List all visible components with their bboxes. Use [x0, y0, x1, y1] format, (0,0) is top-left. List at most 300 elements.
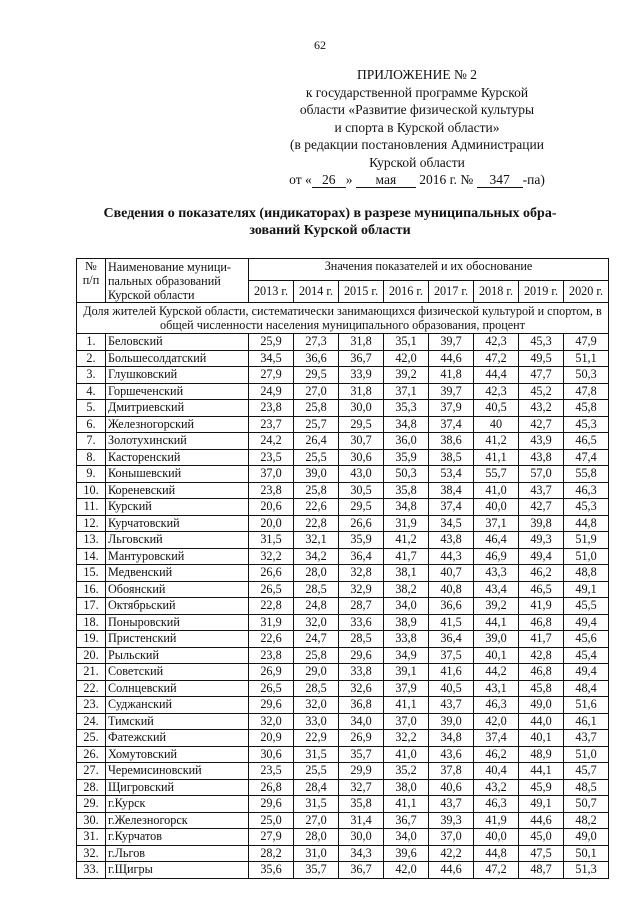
indicator-value: 38,9: [384, 614, 429, 631]
indicator-value: 39,6: [384, 845, 429, 862]
indicator-value: 27,0: [294, 383, 339, 400]
indicator-value: 39,3: [429, 812, 474, 829]
indicator-value: 51,0: [564, 746, 609, 763]
indicator-value: 49,0: [564, 829, 609, 846]
indicator-value: 31,5: [294, 796, 339, 813]
row-number: 10.: [77, 482, 106, 499]
indicator-value: 50,1: [564, 845, 609, 862]
table-row: [77, 829, 609, 846]
date-number: 347: [477, 173, 523, 188]
indicator-value: 43,2: [474, 779, 519, 796]
indicator-value: 31,4: [339, 812, 384, 829]
indicator-value: 47,7: [519, 367, 564, 384]
row-number: 13.: [77, 532, 106, 549]
indicator-value: 35,9: [384, 449, 429, 466]
table-row: [77, 862, 609, 879]
row-number: 29.: [77, 796, 106, 813]
indicator-value: 46,8: [519, 614, 564, 631]
indicator-value: 43,8: [519, 449, 564, 466]
indicator-value: 40,7: [429, 565, 474, 582]
indicator-value: 27,3: [294, 334, 339, 351]
municipality-name: Конышевский: [106, 466, 249, 483]
indicator-value: 26,5: [249, 581, 294, 598]
indicator-value: 37,4: [429, 499, 474, 516]
indicator-value: 50,7: [564, 796, 609, 813]
row-number: 19.: [77, 631, 106, 648]
year-header: 2016 г.: [384, 281, 429, 303]
municipality-name: Суджанский: [106, 697, 249, 714]
indicator-value: 44,4: [474, 367, 519, 384]
table-row: [77, 350, 609, 367]
row-number: 11.: [77, 499, 106, 516]
indicator-value: 41,0: [384, 746, 429, 763]
municipality-name: Щигровский: [106, 779, 249, 796]
indicator-value: 31,5: [249, 532, 294, 549]
row-number: 4.: [77, 383, 106, 400]
appendix-line: и спорта в Курской области»: [334, 119, 500, 135]
indicator-value: 42,2: [429, 845, 474, 862]
appendix-line: Курской области: [369, 154, 465, 170]
table-row: [77, 664, 609, 681]
indicator-value: 45,3: [564, 416, 609, 433]
indicator-value: 34,0: [339, 713, 384, 730]
appendix-line: области «Развитие физической культуры: [299, 102, 535, 117]
indicator-value: 26,6: [249, 565, 294, 582]
indicator-value: 35,1: [384, 334, 429, 351]
indicator-value: 35,2: [384, 763, 429, 780]
indicator-value: 39,0: [474, 631, 519, 648]
indicator-value: 37,4: [429, 416, 474, 433]
indicator-value: 29,5: [294, 367, 339, 384]
table-row: [77, 697, 609, 714]
indicator-value: 22,9: [294, 730, 339, 747]
indicator-value: 25,7: [294, 416, 339, 433]
municipality-name: Пристенский: [106, 631, 249, 648]
indicator-value: 42,0: [384, 862, 429, 879]
indicator-value: 26,5: [249, 680, 294, 697]
table-row: [77, 581, 609, 598]
indicators-table: [76, 258, 609, 879]
indicator-value: 45,2: [519, 383, 564, 400]
indicator-value: 42,7: [519, 499, 564, 516]
indicator-value: 32,0: [249, 713, 294, 730]
indicator-value: 30,6: [339, 449, 384, 466]
indicator-value: 35,9: [339, 532, 384, 549]
indicator-value: 27,9: [249, 367, 294, 384]
indicator-value: 32,0: [294, 614, 339, 631]
year-header: 2013 г.: [249, 281, 294, 303]
table-row: [77, 796, 609, 813]
indicator-value: 35,7: [339, 746, 384, 763]
row-number: 20.: [77, 647, 106, 664]
indicator-value: 57,0: [519, 466, 564, 483]
indicator-value: 44,6: [429, 862, 474, 879]
indicator-value: 34,8: [384, 499, 429, 516]
indicator-value: 47,5: [519, 845, 564, 862]
indicator-value: 35,8: [339, 796, 384, 813]
indicator-value: 41,8: [429, 367, 474, 384]
indicator-value: 46,2: [519, 565, 564, 582]
indicator-value: 36,7: [339, 862, 384, 879]
indicator-value: 43,7: [429, 796, 474, 813]
date-prefix: от «: [289, 172, 312, 187]
indicator-value: 31,8: [339, 334, 384, 351]
indicator-value: 37,9: [384, 680, 429, 697]
indicator-value: 30,5: [339, 482, 384, 499]
indicator-value: 45,4: [564, 647, 609, 664]
indicator-value: 34,8: [429, 730, 474, 747]
municipality-name: Горшеченский: [106, 383, 249, 400]
table-row: [77, 433, 609, 450]
row-number: 15.: [77, 565, 106, 582]
indicator-value: 47,4: [564, 449, 609, 466]
indicator-value: 44,3: [429, 548, 474, 565]
indicator-value: 45,8: [564, 400, 609, 417]
indicator-value: 27,9: [249, 829, 294, 846]
indicator-value: 32,6: [339, 680, 384, 697]
indicator-value: 31,0: [294, 845, 339, 862]
year-header: 2015 г.: [339, 281, 384, 303]
row-number: 3.: [77, 367, 106, 384]
municipality-name: Касторенский: [106, 449, 249, 466]
indicator-value: 44,8: [474, 845, 519, 862]
indicator-value: 34,2: [294, 548, 339, 565]
indicator-value: 46,5: [519, 581, 564, 598]
indicator-value: 34,5: [249, 350, 294, 367]
indicator-value: 26,8: [249, 779, 294, 796]
indicator-value: 32,2: [249, 548, 294, 565]
indicator-value: 44,6: [519, 812, 564, 829]
municipality-name: Курчатовский: [106, 515, 249, 532]
indicator-value: 50,3: [564, 367, 609, 384]
indicator-value: 49,4: [519, 548, 564, 565]
indicator-value: 44,2: [474, 664, 519, 681]
indicator-value: 33,6: [339, 614, 384, 631]
table-row: [77, 466, 609, 483]
indicator-value: 49,3: [519, 532, 564, 549]
appendix-line: к государственной программе Курской: [305, 84, 529, 100]
indicator-value: 30,0: [339, 400, 384, 417]
indicator-value: 41,5: [429, 614, 474, 631]
indicator-value: 24,8: [294, 598, 339, 615]
indicator-value: 48,2: [564, 812, 609, 829]
row-number: 23.: [77, 697, 106, 714]
row-number: 18.: [77, 614, 106, 631]
municipality-name: Поныровский: [106, 614, 249, 631]
table-row: [77, 680, 609, 697]
municipality-name: Мантуровский: [106, 548, 249, 565]
indicator-value: 38,5: [429, 449, 474, 466]
indicator-value: 33,0: [294, 713, 339, 730]
table-row: [77, 812, 609, 829]
indicator-value: 33,8: [339, 664, 384, 681]
indicator-value: 45,3: [519, 334, 564, 351]
date-suffix: -па): [522, 172, 545, 187]
heading-line: зований Курской области: [249, 223, 411, 238]
row-number: 2.: [77, 350, 106, 367]
indicator-value: 32,9: [339, 581, 384, 598]
indicator-value: 39,2: [474, 598, 519, 615]
indicator-value: 43,9: [519, 433, 564, 450]
municipality-name: Октябрьский: [106, 598, 249, 615]
indicator-value: 41,6: [429, 664, 474, 681]
indicator-value: 29,0: [294, 664, 339, 681]
indicator-value: 42,0: [474, 713, 519, 730]
table-row: [77, 499, 609, 516]
indicator-value: 23,8: [249, 482, 294, 499]
indicator-value: 44,1: [474, 614, 519, 631]
table-row: [77, 367, 609, 384]
indicator-value: 46,2: [474, 746, 519, 763]
indicator-value: 55,8: [564, 466, 609, 483]
municipality-name: г.Льгов: [106, 845, 249, 862]
indicator-value: 20,0: [249, 515, 294, 532]
indicator-value: 43,3: [474, 565, 519, 582]
indicator-value: 43,0: [339, 466, 384, 483]
indicator-value: 27,0: [294, 812, 339, 829]
indicator-value: 48,5: [564, 779, 609, 796]
indicator-value: 41,1: [474, 449, 519, 466]
date-day: 26: [312, 173, 346, 188]
row-number: 31.: [77, 829, 106, 846]
indicator-value: 37,8: [429, 763, 474, 780]
indicator-value: 28,0: [294, 829, 339, 846]
indicator-value: 36,8: [339, 697, 384, 714]
municipality-name: г.Курчатов: [106, 829, 249, 846]
group-row: [77, 303, 609, 334]
indicator-value: 38,0: [384, 779, 429, 796]
table-row: [77, 614, 609, 631]
indicator-value: 51,0: [564, 548, 609, 565]
indicator-value: 32,2: [384, 730, 429, 747]
indicator-value: 25,5: [294, 763, 339, 780]
row-number: 27.: [77, 763, 106, 780]
indicator-value: 48,9: [519, 746, 564, 763]
municipality-name: Солнцевский: [106, 680, 249, 697]
table-row: [77, 416, 609, 433]
indicator-value: 41,2: [474, 433, 519, 450]
indicator-value: 37,1: [384, 383, 429, 400]
table-row: [77, 565, 609, 582]
municipality-name: Льговский: [106, 532, 249, 549]
indicator-value: 23,5: [249, 763, 294, 780]
indicator-value: 29,6: [249, 697, 294, 714]
appendix-line: (в редакции постановления Администрации: [290, 137, 544, 152]
table-row: [77, 631, 609, 648]
indicator-value: 28,5: [294, 680, 339, 697]
indicator-value: 40,8: [429, 581, 474, 598]
indicator-value: 46,3: [474, 796, 519, 813]
row-number: 1.: [77, 334, 106, 351]
indicator-value: 29,9: [339, 763, 384, 780]
indicator-value: 46,3: [474, 697, 519, 714]
indicator-value: 32,7: [339, 779, 384, 796]
indicator-value: 29,6: [339, 647, 384, 664]
row-number: 6.: [77, 416, 106, 433]
indicator-value: 40,4: [474, 763, 519, 780]
row-number: 9.: [77, 466, 106, 483]
indicator-value: 36,4: [339, 548, 384, 565]
indicator-value: 36,7: [339, 350, 384, 367]
indicator-value: 41,7: [384, 548, 429, 565]
indicator-value: 29,6: [249, 796, 294, 813]
document-heading: [80, 205, 580, 239]
indicator-value: 45,5: [564, 598, 609, 615]
municipality-name: Рыльский: [106, 647, 249, 664]
municipality-name: Хомутовский: [106, 746, 249, 763]
indicator-value: 25,5: [294, 449, 339, 466]
indicator-value: 33,9: [339, 367, 384, 384]
indicator-value: 42,0: [384, 350, 429, 367]
indicator-value: 39,0: [429, 713, 474, 730]
indicator-value: 34,3: [339, 845, 384, 862]
table-row: [77, 598, 609, 615]
indicator-value: 39,8: [519, 515, 564, 532]
indicator-value: 44,6: [429, 350, 474, 367]
indicator-value: 31,9: [384, 515, 429, 532]
row-number: 5.: [77, 400, 106, 417]
indicator-value: 49,4: [564, 614, 609, 631]
indicator-value: 30,6: [249, 746, 294, 763]
indicator-value: 41,9: [474, 812, 519, 829]
indicator-value: 31,8: [339, 383, 384, 400]
municipality-name: Курский: [106, 499, 249, 516]
indicator-value: 34,0: [384, 598, 429, 615]
municipality-name: Большесолдатский: [106, 350, 249, 367]
indicator-value: 37,0: [249, 466, 294, 483]
row-number: 14.: [77, 548, 106, 565]
indicator-value: 47,9: [564, 334, 609, 351]
indicator-value: 39,7: [429, 383, 474, 400]
indicator-value: 43,8: [429, 532, 474, 549]
row-number: 17.: [77, 598, 106, 615]
indicator-value: 39,7: [429, 334, 474, 351]
indicator-value: 42,3: [474, 383, 519, 400]
indicator-value: 51,9: [564, 532, 609, 549]
row-number: 33.: [77, 862, 106, 879]
indicator-value: 26,4: [294, 433, 339, 450]
indicator-value: 36,4: [429, 631, 474, 648]
municipality-name: Фатежский: [106, 730, 249, 747]
municipality-name: Глушковский: [106, 367, 249, 384]
municipality-name: Дмитриевский: [106, 400, 249, 417]
year-header: 2017 г.: [429, 281, 474, 303]
indicator-value: 50,3: [384, 466, 429, 483]
page-number: 62: [314, 38, 326, 52]
table-row: [77, 482, 609, 499]
row-number: 32.: [77, 845, 106, 862]
indicator-value: 34,8: [384, 416, 429, 433]
indicator-value: 23,5: [249, 449, 294, 466]
indicator-value: 40,0: [474, 829, 519, 846]
indicator-value: 49,5: [519, 350, 564, 367]
municipality-name: г.Щигры: [106, 862, 249, 879]
municipality-name: Железногорский: [106, 416, 249, 433]
indicator-value: 25,8: [294, 400, 339, 417]
table-row: [77, 730, 609, 747]
indicator-value: 40,0: [474, 499, 519, 516]
indicator-value: 43,7: [519, 482, 564, 499]
indicator-value: 34,0: [384, 829, 429, 846]
date-mid: »: [345, 172, 353, 187]
date-month: мая: [356, 173, 416, 188]
indicator-value: 43,6: [429, 746, 474, 763]
table-row: [77, 515, 609, 532]
indicator-value: 29,5: [339, 499, 384, 516]
municipality-name: Черемисиновский: [106, 763, 249, 780]
table-row: [77, 779, 609, 796]
indicator-value: 43,4: [474, 581, 519, 598]
indicator-value: 31,5: [294, 746, 339, 763]
table-row: [77, 713, 609, 730]
indicator-value: 31,9: [249, 614, 294, 631]
municipality-name: Кореневский: [106, 482, 249, 499]
row-number: 25.: [77, 730, 106, 747]
municipality-name: Медвенский: [106, 565, 249, 582]
indicator-value: 45,3: [564, 499, 609, 516]
indicator-value: 35,7: [294, 862, 339, 879]
table-row: [77, 400, 609, 417]
indicator-value: 46,1: [564, 713, 609, 730]
indicator-value: 20,6: [249, 499, 294, 516]
indicator-value: 39,2: [384, 367, 429, 384]
indicator-value: 41,2: [384, 532, 429, 549]
indicator-value: 49,1: [564, 581, 609, 598]
indicator-value: 47,8: [564, 383, 609, 400]
row-number: 12.: [77, 515, 106, 532]
indicator-value: 36,7: [384, 812, 429, 829]
table-row: [77, 532, 609, 549]
heading-line: Сведения о показателях (индикаторах) в разрезе муниципальных обра-: [103, 206, 557, 221]
indicator-value: 28,7: [339, 598, 384, 615]
year-header: 2019 г.: [519, 281, 564, 303]
indicator-value: 47,2: [474, 350, 519, 367]
row-number: 26.: [77, 746, 106, 763]
table-row: [77, 845, 609, 862]
row-number: 30.: [77, 812, 106, 829]
municipality-name: Золотухинский: [106, 433, 249, 450]
indicator-value: 41,0: [474, 482, 519, 499]
year-header: 2014 г.: [294, 281, 339, 303]
indicator-value: 48,7: [519, 862, 564, 879]
table-row: [77, 383, 609, 400]
row-number: 7.: [77, 433, 106, 450]
indicator-value: 29,5: [339, 416, 384, 433]
indicator-value: 23,8: [249, 400, 294, 417]
indicator-value: 42,8: [519, 647, 564, 664]
indicator-value: 23,8: [249, 647, 294, 664]
indicator-value: 22,6: [249, 631, 294, 648]
indicator-value: 37,4: [474, 730, 519, 747]
indicator-value: 53,4: [429, 466, 474, 483]
indicator-value: 43,2: [519, 400, 564, 417]
indicator-value: 22,8: [249, 598, 294, 615]
row-number: 16.: [77, 581, 106, 598]
indicator-value: 28,0: [294, 565, 339, 582]
indicator-value: 25,8: [294, 647, 339, 664]
indicator-value: 40,1: [474, 647, 519, 664]
row-number: 8.: [77, 449, 106, 466]
indicator-value: 44,1: [519, 763, 564, 780]
indicator-value: 37,5: [429, 647, 474, 664]
indicator-value: 46,4: [474, 532, 519, 549]
indicator-value: 40: [474, 416, 519, 433]
indicator-value: 46,8: [519, 664, 564, 681]
indicator-value: 30,0: [339, 829, 384, 846]
indicator-value: 45,8: [519, 680, 564, 697]
indicator-value: 37,9: [429, 400, 474, 417]
municipality-name: г.Железногорск: [106, 812, 249, 829]
